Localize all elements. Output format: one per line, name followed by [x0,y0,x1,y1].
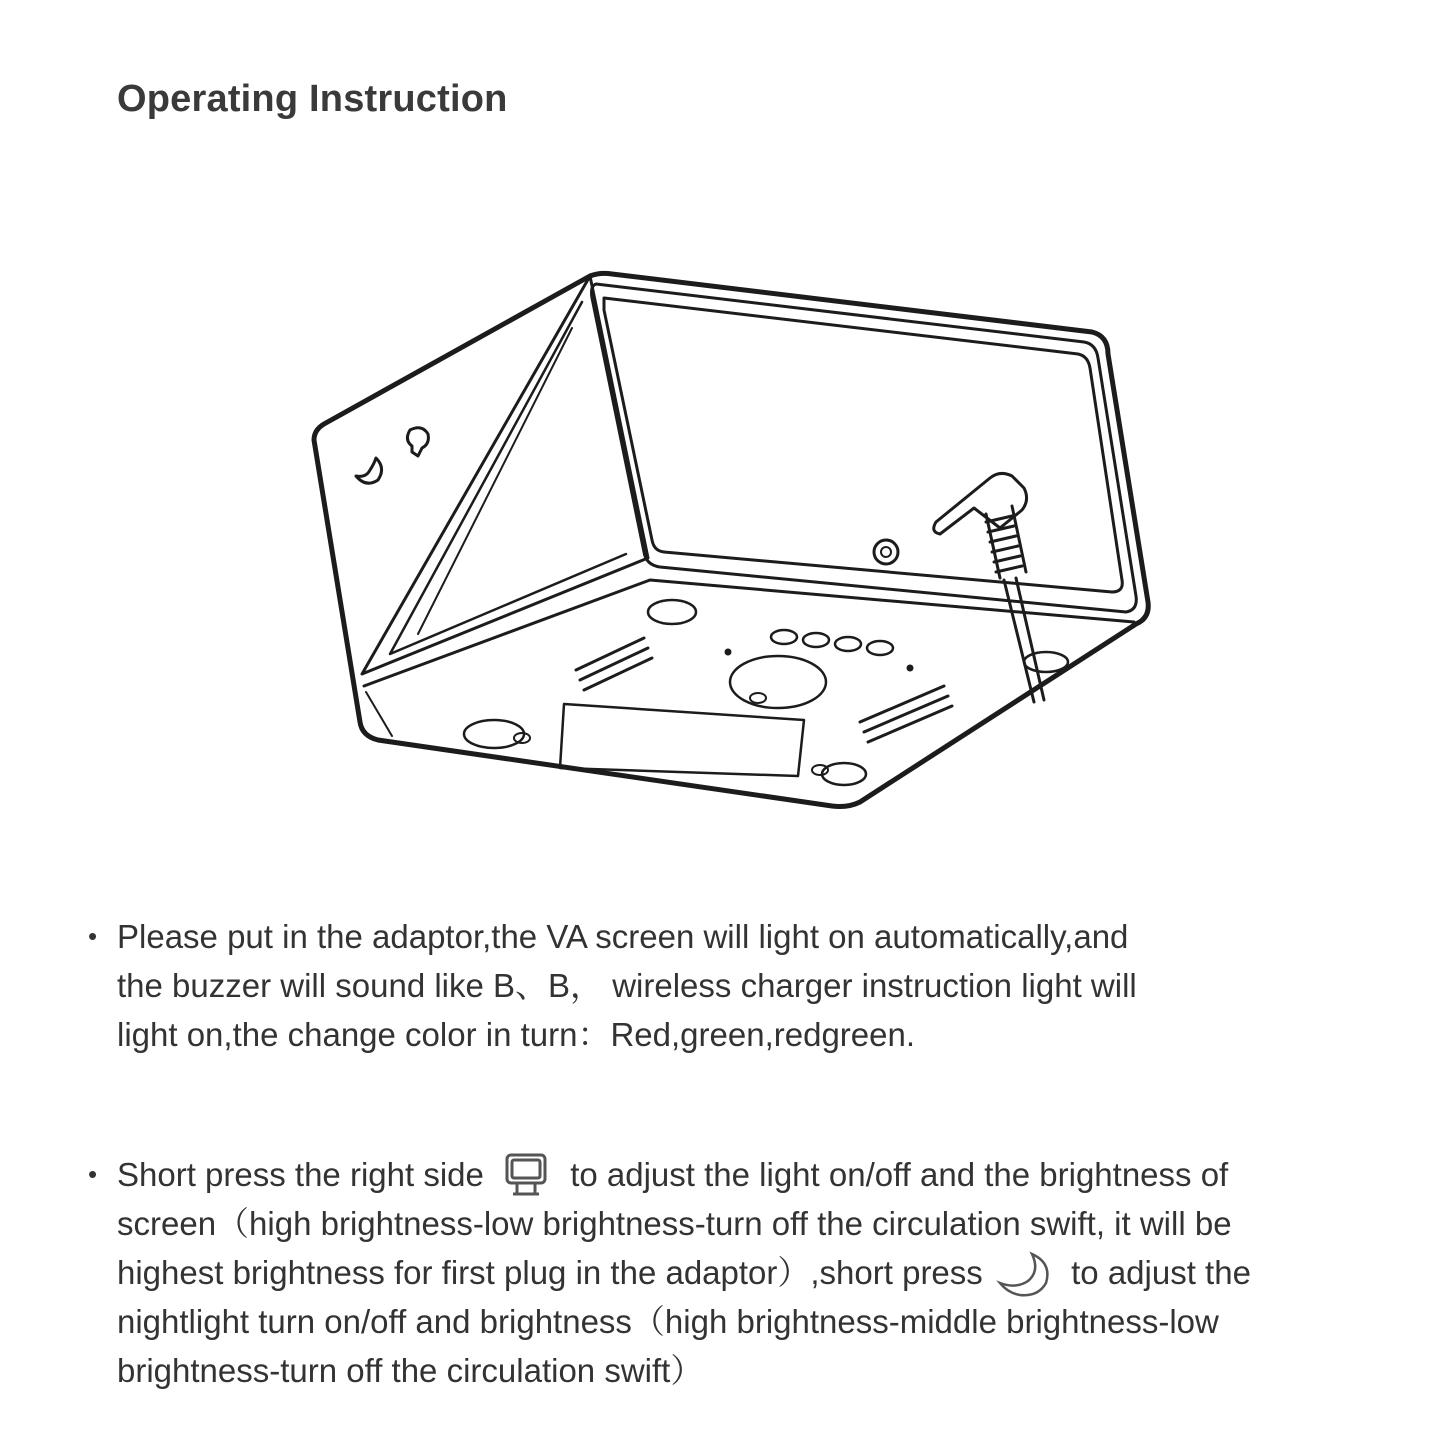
display-face-outer [592,284,1137,612]
instruction-text: to adjust the [1071,1254,1251,1291]
instruction-line: nightlight turn on/off and brightness（high brightness-middle brightness-low [117,1303,1219,1340]
instruction-line: screen（high brightness-low brightness-turn off the circulation swift, it will be [117,1205,1232,1242]
product-illustration [300,262,1160,812]
instruction-text: Short press the right side [117,1156,484,1193]
dc-jack [874,540,898,564]
lamp-icon [407,428,428,456]
display-face-inner [604,298,1122,592]
bullet: • [88,1159,98,1189]
moon-icon [356,458,382,483]
instruction-text: to adjust the light on/off and the brightness of [570,1156,1229,1193]
bullet: • [88,921,98,951]
instruction-line [117,1248,1251,1299]
instruction-line: the buzzer will sound like B、B， wireless charger instruction light will [117,967,1137,1004]
page-title: Operating Instruction [117,78,508,120]
instruction-text: highest brightness for first plug in the adaptor）,short press [117,1254,983,1291]
instruction-line: brightness-turn off the circulation swift） [117,1352,704,1389]
instruction-item-1 [88,912,1358,1072]
side-panel [362,276,648,674]
instruction-item-2 [88,1150,1358,1410]
instruction-line [117,1150,1228,1202]
instruction-line: Please put in the adaptor,the VA screen will light on automatically,and [117,918,1129,955]
moon-icon [996,1251,1056,1299]
instruction-line: light on,the change color in turn：Red,green,redgreen. [117,1016,916,1053]
screen-light-icon [497,1152,555,1202]
